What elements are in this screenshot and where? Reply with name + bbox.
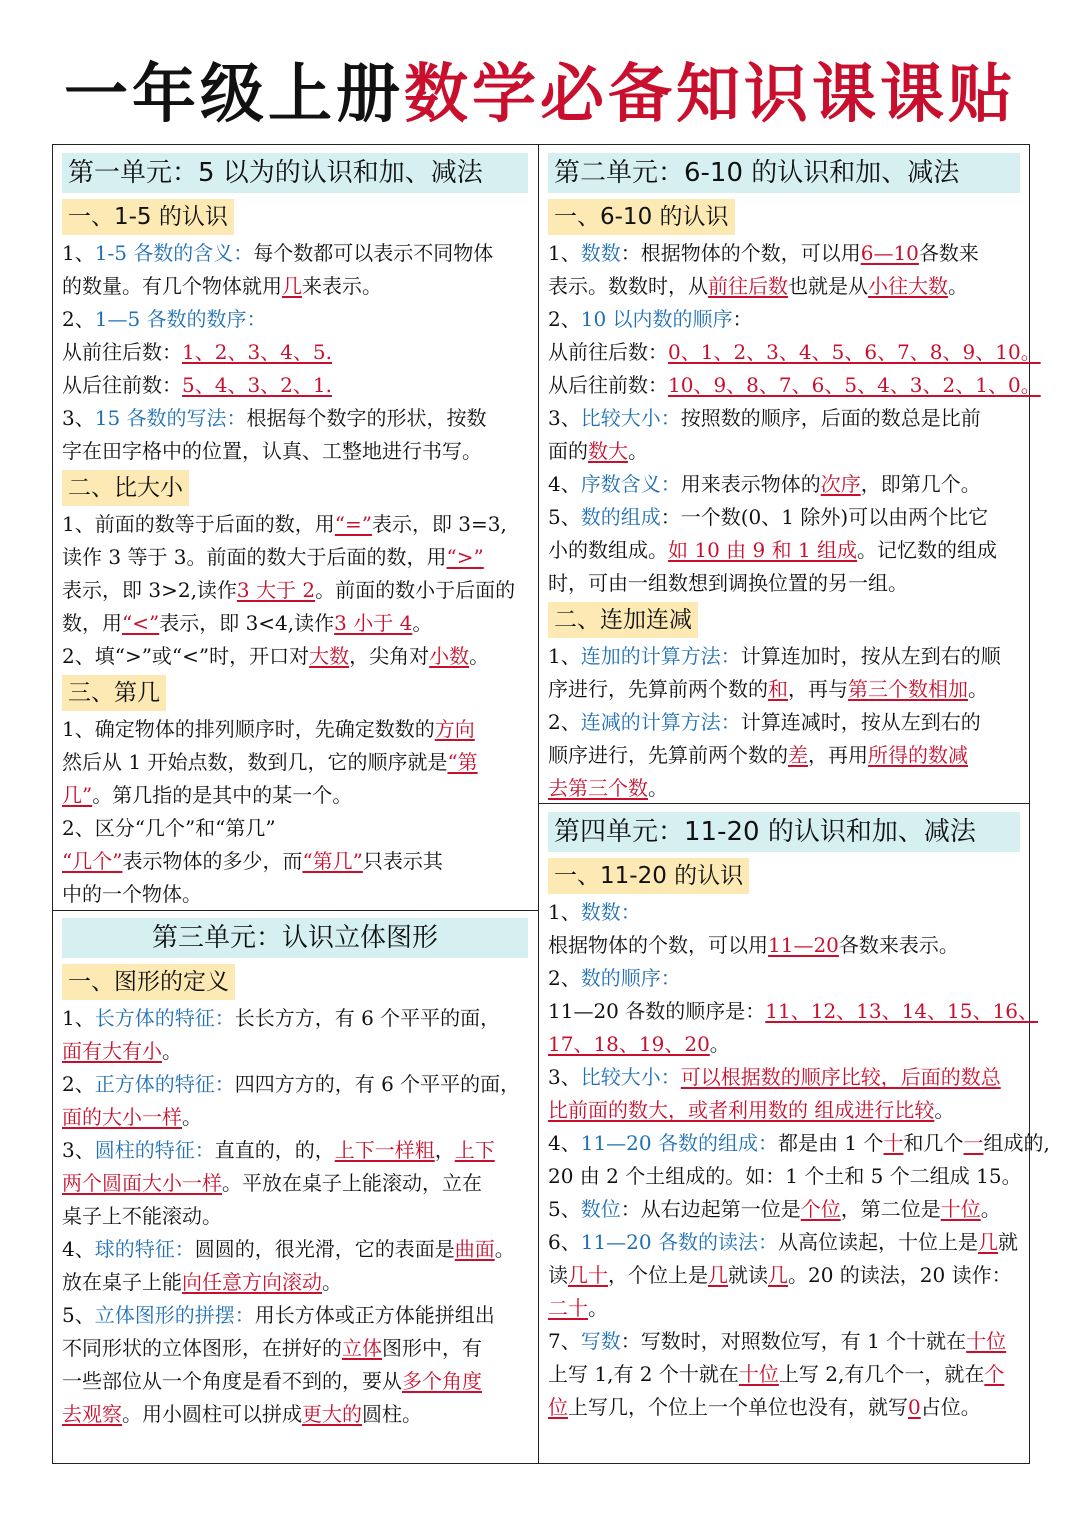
unit2-section1-title: 一、6-10 的认识: [548, 199, 735, 235]
body-text: 从前往后数：: [62, 340, 182, 364]
highlight-text: 个位: [800, 1197, 841, 1221]
highlight-text: 17、18、19、20: [548, 1032, 710, 1056]
text-line: [548, 896, 1020, 929]
body-text: ，即第几个。: [860, 472, 981, 496]
unit4-section1-title: 一、11-20 的认识: [548, 858, 749, 894]
highlight-text: 所得的数减: [868, 743, 968, 767]
highlight-text: 位: [548, 1395, 568, 1419]
body-text: 数学必备知识课课贴: [404, 58, 1016, 132]
term-text: 数的组成: [580, 505, 661, 529]
body-text: 3、: [62, 1138, 95, 1162]
text-line: [548, 1226, 1020, 1259]
highlight-text: 小往大数: [868, 274, 948, 298]
body-text: 。: [322, 1270, 342, 1294]
highlight-text: 十位: [966, 1329, 1007, 1353]
body-text: 。: [412, 611, 433, 635]
body-text: 上写 2,有几个一，就在: [778, 1362, 985, 1386]
text-line: [548, 1259, 1020, 1292]
highlight-text: “第: [447, 750, 478, 774]
highlight-text: 6—10: [860, 241, 919, 265]
term-text: 11—20 各数的读法：: [580, 1230, 778, 1254]
highlight-text: 个: [984, 1362, 1005, 1386]
highlight-text: 可以根据数的顺序比较，后面的数总: [680, 1065, 1001, 1089]
text-line: [62, 845, 528, 878]
text-line: [62, 713, 528, 746]
body-text: 2、: [548, 966, 581, 990]
body-text: 4、: [62, 1237, 95, 1261]
term-text: 1—5 各数的数序：: [94, 307, 267, 331]
body-text: 都是由 1 个: [778, 1131, 884, 1155]
body-text: 。: [948, 274, 968, 298]
body-text: 。: [588, 1296, 608, 1320]
body-text: ，: [434, 1138, 455, 1162]
highlight-text: 5、4、3、2、1.: [182, 373, 332, 397]
body-text: 。: [648, 776, 668, 800]
text-line: [62, 746, 528, 779]
body-text: 3、: [548, 406, 581, 430]
highlight-text: 更大的: [302, 1402, 362, 1426]
text-line: [62, 303, 528, 336]
text-line: [62, 402, 528, 435]
text-line: [548, 369, 1041, 402]
highlight-text: 前往后数: [708, 274, 788, 298]
highlight-text: 去第三个数: [548, 776, 648, 800]
term-text: 写数: [580, 1329, 621, 1353]
term-text: 比较大小：: [580, 1065, 681, 1089]
term-text: 11—20 各数的组成：: [580, 1131, 778, 1155]
body-text: 表示。数数时，从: [548, 274, 708, 298]
body-text: 1、: [62, 1006, 95, 1030]
body-text: 面的: [548, 439, 588, 463]
text-line: [548, 673, 1020, 706]
text-line: [548, 1325, 1020, 1358]
unit4-heading: 第四单元：11-20 的认识和加、减法: [548, 812, 1020, 852]
term-text: 数位: [580, 1197, 621, 1221]
text-line: [548, 706, 1020, 739]
highlight-text: 第三个数相加: [848, 677, 968, 701]
body-text: 也就是从: [788, 274, 868, 298]
highlight-text: 3 大于 2: [236, 578, 316, 602]
highlight-text: 二十: [548, 1296, 588, 1320]
body-text: 5、: [62, 1303, 95, 1327]
body-text: 图形中，有: [382, 1336, 482, 1360]
text-line: [62, 1002, 528, 1035]
text-line: [62, 1266, 528, 1299]
body-text: 然后从 1 开始点数，数到几，它的顺序就是: [62, 750, 448, 774]
body-text: 。: [980, 1197, 1001, 1221]
highlight-text: 10、9、8、7、6、5、4、3、2、1、0。: [668, 373, 1041, 397]
highlight-text: 几十: [568, 1263, 608, 1287]
text-line: [62, 1101, 528, 1134]
text-line: [62, 1299, 528, 1332]
body-text: 。20 的读法，20 读作：: [788, 1263, 1012, 1287]
term-text: 数的顺序：: [580, 966, 681, 990]
term-text: 比较大小：: [580, 406, 681, 430]
body-text: 读: [548, 1263, 568, 1287]
highlight-text: “几个”: [62, 849, 123, 873]
highlight-text: 十位: [738, 1362, 779, 1386]
body-text: 圆圆的，很光滑，它的表面是: [194, 1237, 455, 1261]
unit1-panel: [62, 145, 528, 911]
page-title: [0, 50, 1080, 140]
body-text: 3、: [62, 406, 95, 430]
body-text: 一年级上册: [64, 58, 404, 132]
highlight-text: 几: [978, 1230, 998, 1254]
unit1-section2-title: 二、比大小: [62, 470, 189, 506]
term-text: 数数：: [580, 900, 641, 924]
body-text: 根据每个数字的形状，按数: [246, 406, 487, 430]
body-text: 7、: [548, 1329, 581, 1353]
body-text: 字在田字格中的位置，认真、工整地进行书写。: [62, 439, 482, 463]
body-text: 1、: [548, 644, 581, 668]
highlight-text: 数大: [588, 439, 628, 463]
text-line: [548, 435, 1020, 468]
text-line: [548, 772, 1020, 805]
text-line: [548, 1061, 1020, 1094]
text-line: [548, 567, 1020, 600]
body-text: 。: [162, 1039, 182, 1063]
text-line: [548, 1391, 1020, 1424]
body-text: 按照数的顺序，后面的数总是比前: [680, 406, 981, 430]
text-line: [62, 1134, 528, 1167]
text-line: [548, 336, 1041, 369]
highlight-text: 11—20: [768, 933, 839, 957]
text-line: [62, 508, 528, 541]
body-text: 顺序进行，先算前两个数的: [548, 743, 788, 767]
highlight-text: 一: [963, 1131, 984, 1155]
term-text: 1-5 各数的含义：: [94, 241, 254, 265]
highlight-text: 几: [708, 1263, 728, 1287]
text-line: [62, 1068, 528, 1101]
body-text: ，再与: [788, 677, 848, 701]
body-text: 各数来: [918, 241, 979, 265]
body-text: 。: [934, 1098, 955, 1122]
term-text: 正方体的特征：: [94, 1072, 235, 1096]
body-text: 2、区分“几个”和“第几”: [62, 816, 276, 840]
body-text: 11—20 各数的顺序是：: [548, 999, 766, 1023]
body-text: 计算连加时，按从左到右的顺: [740, 644, 1001, 668]
highlight-text: 和: [768, 677, 788, 701]
body-text: 表示物体的多少，而: [122, 849, 303, 873]
text-line: [548, 1193, 1020, 1226]
highlight-text: 十位: [940, 1197, 981, 1221]
highlight-text: 0: [908, 1395, 921, 1419]
body-text: 放在桌子上能: [62, 1270, 182, 1294]
highlight-text: 两个圆面大小一样: [62, 1171, 222, 1195]
body-text: 就读: [728, 1263, 768, 1287]
body-text: 中的一个物体。: [62, 882, 202, 906]
highlight-text: 0、1、2、3、4、5、6、7、8、9、10。: [668, 340, 1041, 364]
highlight-text: “第几”: [302, 849, 363, 873]
text-line: [62, 1200, 528, 1233]
column-divider: [538, 144, 539, 1464]
body-text: 读作 3 等于 3。前面的数大于后面的数，用: [62, 545, 447, 569]
body-text: ：一个数(0、1 除外)可以由两个比它: [660, 505, 989, 529]
term-text: 数数: [580, 241, 621, 265]
body-text: 从高位读起，十位上是: [778, 1230, 978, 1254]
text-line: [62, 779, 528, 812]
body-text: 。: [494, 1237, 515, 1261]
highlight-text: 曲面: [454, 1237, 495, 1261]
unit1-section3-title: 三、第几: [62, 675, 166, 711]
text-line: [548, 534, 1020, 567]
unit2-heading: 第二单元：6-10 的认识和加、减法: [548, 153, 1020, 193]
term-text: 圆柱的特征：: [94, 1138, 215, 1162]
body-text: 用来表示物体的: [680, 472, 821, 496]
body-text: 根据物体的个数，可以用: [548, 933, 768, 957]
body-text: ，第二位是: [840, 1197, 941, 1221]
body-text: 一些部位从一个角度是看不到的，要从: [62, 1369, 402, 1393]
body-text: 长长方方，有 6 个平平的面，: [234, 1006, 501, 1030]
text-line: [548, 739, 1020, 772]
body-text: 6、: [548, 1230, 581, 1254]
highlight-text: 上下: [454, 1138, 495, 1162]
term-text: 10 以内数的顺序: [580, 307, 733, 331]
unit2-panel: [548, 145, 1041, 805]
highlight-text: “=”: [334, 512, 372, 536]
body-text: 。: [968, 677, 988, 701]
body-text: 2、: [548, 307, 581, 331]
highlight-text: 十: [883, 1131, 904, 1155]
body-text: 从后往前数：: [62, 373, 182, 397]
highlight-text: 去观察: [62, 1402, 122, 1426]
text-line: [548, 1292, 1020, 1325]
highlight-text: 几: [768, 1263, 788, 1287]
unit2-section2-title: 二、连加连减: [548, 602, 698, 638]
body-text: 1、: [548, 241, 581, 265]
body-text: 的数量。有几个物体就用: [62, 274, 282, 298]
body-text: ：根据物体的个数，可以用: [620, 241, 861, 265]
body-text: 表示，即 3>2,读作: [62, 578, 237, 602]
body-text: 3、: [548, 1065, 581, 1089]
highlight-text: “<”: [122, 611, 160, 635]
body-text: 1、确定物体的排列顺序时，先确定数数的: [62, 717, 435, 741]
body-text: 只表示其: [362, 849, 443, 873]
text-line: [548, 1358, 1020, 1391]
highlight-text: 多个角度: [402, 1369, 482, 1393]
body-text: ，尖角对: [349, 644, 430, 668]
body-text: 不同形状的立体图形，在拼好的: [62, 1336, 342, 1360]
body-text: 表示，即 3=3,: [371, 512, 507, 536]
text-line: [62, 812, 528, 845]
highlight-text: 小数: [429, 644, 470, 668]
body-text: 就: [998, 1230, 1018, 1254]
text-line: [62, 1398, 528, 1431]
text-line: [62, 1332, 528, 1365]
body-text: 2、: [62, 307, 95, 331]
text-line: [548, 1094, 1020, 1127]
unit1-heading: 第一单元：5 以为的认识和加、减法: [62, 153, 528, 193]
text-line: 2、10 以内数的顺序：: [548, 307, 753, 331]
text-line: [62, 640, 528, 673]
body-text: 组成的,: [983, 1131, 1050, 1155]
term-text: 序数含义：: [580, 472, 681, 496]
body-text: 2、: [62, 1072, 95, 1096]
body-text: 。: [709, 1032, 730, 1056]
highlight-text: 3 小于 4: [334, 611, 413, 635]
unit1-section1-title: 一、1-5 的认识: [62, 199, 234, 235]
text-line: [548, 640, 1020, 673]
highlight-text: 11、12、13、14、15、16、: [765, 999, 1038, 1023]
highlight-text: 几: [282, 274, 302, 298]
highlight-text: 面有大有小: [62, 1039, 162, 1063]
text-line: [548, 929, 1020, 962]
text-line: [62, 574, 528, 607]
highlight-text: 1、2、3、4、5.: [182, 340, 332, 364]
text-line: [548, 237, 1020, 270]
text-line: [548, 270, 1020, 303]
unit4-panel: [548, 804, 1050, 1424]
body-text: 各数来表示。: [838, 933, 959, 957]
body-text: 。: [469, 644, 490, 668]
highlight-text: 立体: [342, 1336, 382, 1360]
highlight-text: 比前面的数大，或者利用数的 组成进行比较: [548, 1098, 935, 1122]
body-text: 从前往后数：: [548, 340, 668, 364]
term-text: 15 各数的写法：: [94, 406, 247, 430]
unit3-panel: [62, 910, 528, 1431]
body-text: 用长方体或正方体能拼组出: [254, 1303, 495, 1327]
text-line: [548, 962, 1020, 995]
text-line: [62, 270, 528, 303]
body-text: 和几个: [903, 1131, 964, 1155]
body-text: 2、: [548, 710, 581, 734]
body-text: ：从右边起第一位是: [620, 1197, 801, 1221]
text-line: [62, 1167, 528, 1200]
highlight-text: 次序: [820, 472, 861, 496]
body-text: 占位。: [920, 1395, 981, 1419]
body-text: 小的数组成。: [548, 538, 668, 562]
text-line: [62, 1365, 528, 1398]
text-line: [62, 878, 528, 911]
body-text: 4、: [548, 472, 581, 496]
text-line: [548, 501, 1020, 534]
highlight-text: 向任意方向滚动: [182, 1270, 322, 1294]
body-text: 圆柱。: [362, 1402, 422, 1426]
body-text: 上写 1,有 2 个十就在: [548, 1362, 739, 1386]
body-text: 20 由 2 个土组成的。如：1 个土和 5 个二组成 15。: [548, 1164, 1022, 1188]
body-text: 。: [182, 1105, 202, 1129]
body-text: 每个数都可以表示不同物体: [253, 241, 494, 265]
highlight-text: 面的大小一样: [62, 1105, 182, 1129]
body-text: 序进行，先算前两个数的: [548, 677, 768, 701]
body-text: 1、: [62, 241, 95, 265]
text-line: [548, 468, 1020, 501]
text-line: [62, 541, 528, 574]
text-line: [548, 1028, 1020, 1061]
body-text: 计算连减时，按从左到右的: [740, 710, 981, 734]
unit3-heading: 第三单元：认识立体图形: [62, 918, 528, 958]
highlight-text: 大数: [309, 644, 350, 668]
body-text: 表示，即 3<4,读作: [159, 611, 335, 635]
term-text: 立体图形的拼摆：: [94, 1303, 255, 1327]
body-text: 。: [628, 439, 648, 463]
text-line: [548, 1127, 1050, 1160]
text-line: [548, 1160, 1020, 1193]
body-text: 。第几指的是其中的某一个。: [92, 783, 353, 807]
text-line: [548, 402, 1020, 435]
term-text: 连减的计算方法：: [580, 710, 741, 734]
body-text: 5、: [548, 1197, 581, 1221]
text-line: [62, 1233, 528, 1266]
body-text: 1、: [548, 900, 581, 924]
body-text: 。平放在桌子上能滚动，立在: [222, 1171, 482, 1195]
body-text: ，个位上是: [608, 1263, 708, 1287]
body-text: 1、前面的数等于后面的数，用: [62, 512, 335, 536]
body-text: ，再用: [808, 743, 868, 767]
body-text: 桌子上不能滚动。: [62, 1204, 222, 1228]
highlight-text: “>”: [446, 545, 484, 569]
body-text: 2、填“>”或“<”时，开口对: [62, 644, 310, 668]
highlight-text: 如 10 由 9 和 1 组成: [668, 538, 858, 562]
highlight-text: 几”: [62, 783, 93, 807]
highlight-text: 差: [788, 743, 808, 767]
term-text: 球的特征：: [94, 1237, 195, 1261]
text-line: [62, 435, 528, 468]
text-line: [62, 336, 528, 369]
body-text: 直直的，的，: [214, 1138, 335, 1162]
unit3-section1-title: 一、图形的定义: [62, 964, 235, 1000]
highlight-text: 上下一样粗: [334, 1138, 435, 1162]
body-text: 5、: [548, 505, 581, 529]
body-text: 四四方方的，有 6 个平平的面，: [234, 1072, 521, 1096]
text-line: [62, 369, 528, 402]
term-text: 长方体的特征：: [94, 1006, 235, 1030]
body-text: 。记忆数的组成: [857, 538, 998, 562]
body-text: 来表示。: [302, 274, 382, 298]
text-line: [548, 995, 1038, 1028]
body-text: 。用小圆柱可以拼成: [122, 1402, 302, 1426]
body-text: 数，用: [62, 611, 122, 635]
body-text: 时，可由一组数想到调换位置的另一组。: [548, 571, 908, 595]
text-line: [62, 237, 528, 270]
body-text: 从后往前数：: [548, 373, 668, 397]
text-line: [62, 607, 528, 640]
highlight-text: 方向: [434, 717, 475, 741]
text-line: [62, 1035, 528, 1068]
body-text: ：写数时，对照数位写，有 1 个十就在: [620, 1329, 967, 1353]
body-text: 。前面的数小于后面的: [315, 578, 516, 602]
body-text: 4、: [548, 1131, 581, 1155]
term-text: 连加的计算方法：: [580, 644, 741, 668]
body-text: 上写几，个位上一个单位也没有，就写: [568, 1395, 908, 1419]
